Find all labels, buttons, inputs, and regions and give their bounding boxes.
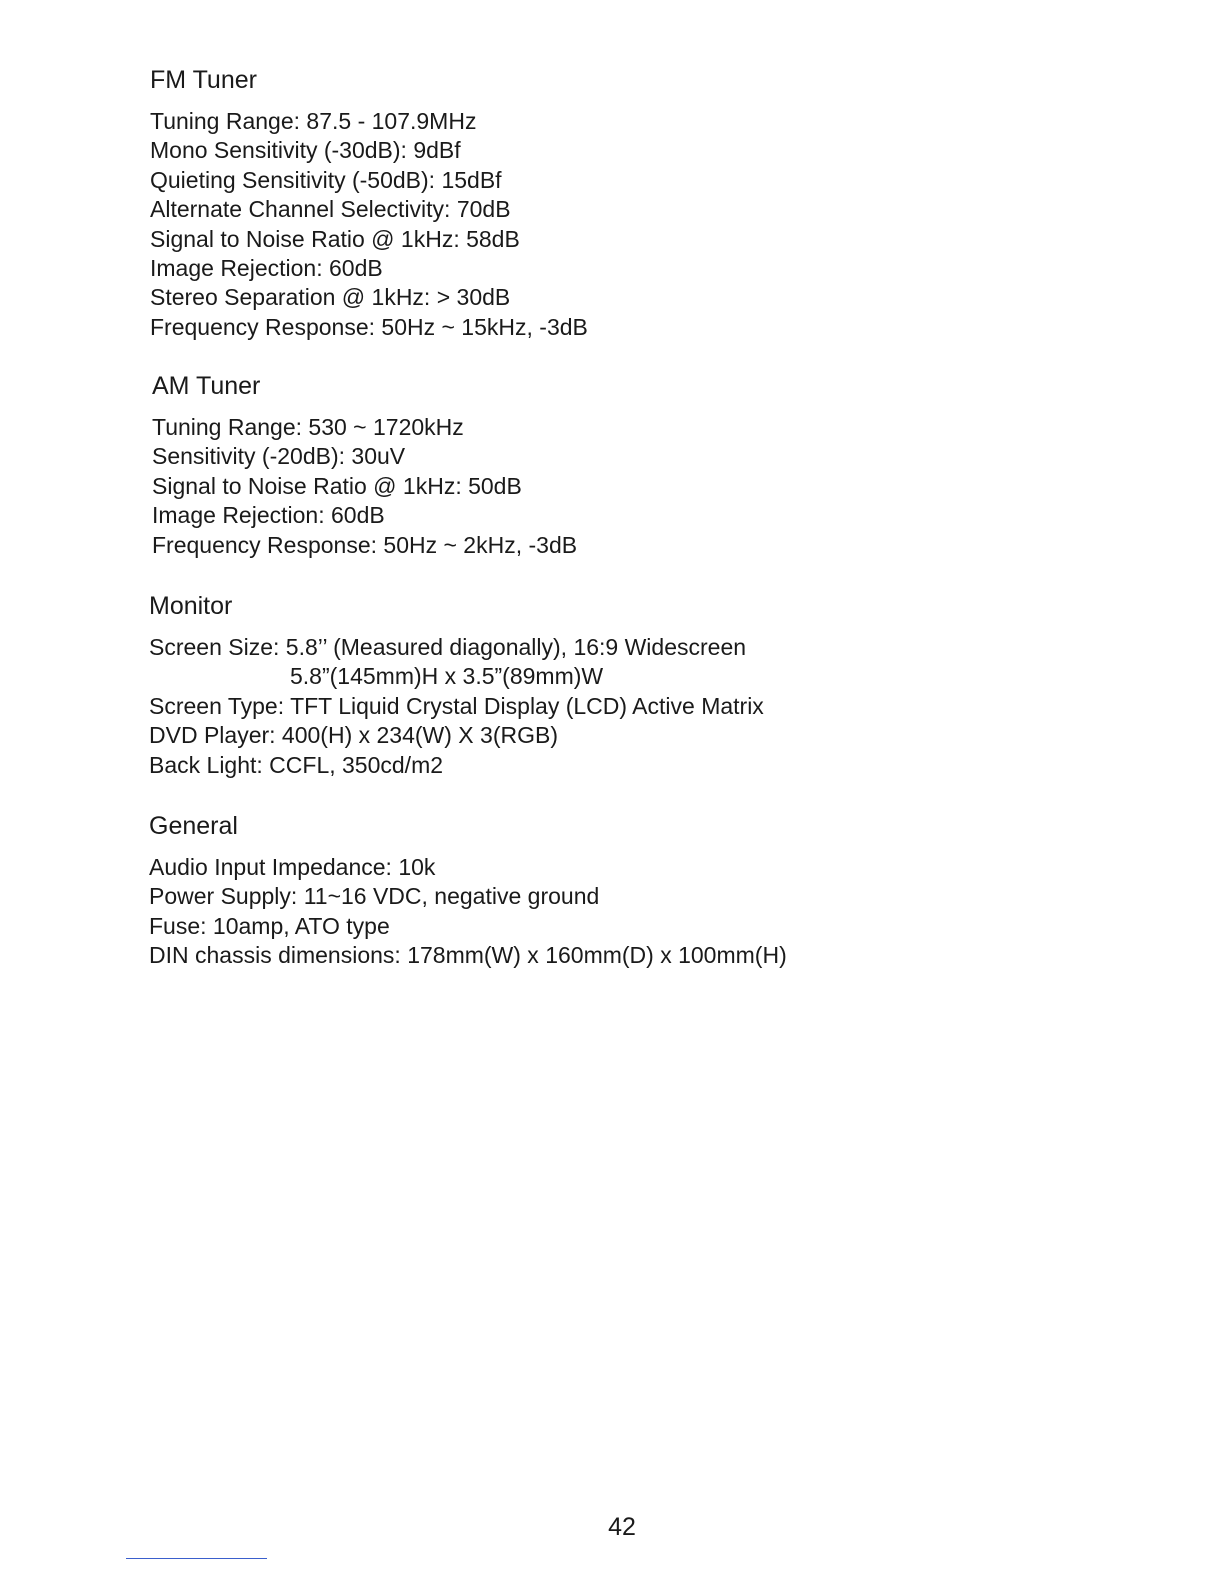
spec-line: Back Light: CCFL, 350cd/m2 — [149, 751, 444, 778]
footnote-divider — [126, 1558, 267, 1559]
section-general — [0, 811, 787, 971]
spec-line: DVD Player: 400(H) x 234(W) X 3(RGB) — [149, 722, 558, 749]
spec-line: Quieting Sensitivity (-50dB): 15dBf — [150, 166, 502, 193]
section-monitor — [0, 591, 764, 780]
spec-line: Power Supply: 11~16 VDC, negative ground — [149, 883, 600, 910]
spec-line: DIN chassis dimensions: 178mm(W) x 160mm(D) x 100mm(H) — [149, 942, 787, 969]
spec-line: Alternate Channel Selectivity: 70dB — [150, 196, 511, 223]
spec-line: Mono Sensitivity (-30dB): 9dBf — [150, 137, 461, 164]
section-heading: AM Tuner — [152, 372, 261, 400]
section-heading: FM Tuner — [150, 66, 257, 94]
spec-line-continuation: 5.8”(145mm)H x 3.5”(89mm)W — [290, 663, 604, 690]
spec-line: Screen Size: 5.8’’ (Measured diagonally), 16:9 Widescreen — [149, 634, 747, 660]
spec-line: Sensitivity (-20dB): 30uV — [152, 443, 406, 470]
section-fm-tuner — [0, 65, 588, 342]
spec-line: Image Rejection: 60dB — [152, 502, 385, 529]
spec-list — [0, 107, 588, 342]
spec-line: Tuning Range: 530 ~ 1720kHz — [152, 414, 464, 440]
spec-line: Tuning Range: 87.5 - 107.9MHz — [150, 108, 477, 134]
spec-line: Screen Type: TFT Liquid Crystal Display (LCD) Active Matrix — [149, 692, 764, 719]
spec-line: Image Rejection: 60dB — [150, 255, 383, 282]
spec-line: Frequency Response: 50Hz ~ 15kHz, -3dB — [150, 313, 588, 340]
page-number: 42 — [608, 1513, 636, 1541]
spec-list — [0, 633, 764, 780]
section-heading: Monitor — [149, 592, 233, 620]
spec-line: Fuse: 10amp, ATO type — [149, 912, 390, 939]
spec-list — [0, 853, 787, 971]
section-am-tuner — [0, 371, 577, 560]
spec-line: Signal to Noise Ratio @ 1kHz: 58dB — [150, 225, 520, 252]
spec-list — [0, 413, 577, 560]
section-heading: General — [149, 812, 238, 840]
spec-line: Stereo Separation @ 1kHz: > 30dB — [150, 284, 511, 311]
spec-line: Signal to Noise Ratio @ 1kHz: 50dB — [152, 472, 522, 499]
spec-line: Audio Input Impedance: 10k — [149, 854, 436, 880]
spec-line: Frequency Response: 50Hz ~ 2kHz, -3dB — [152, 531, 578, 558]
